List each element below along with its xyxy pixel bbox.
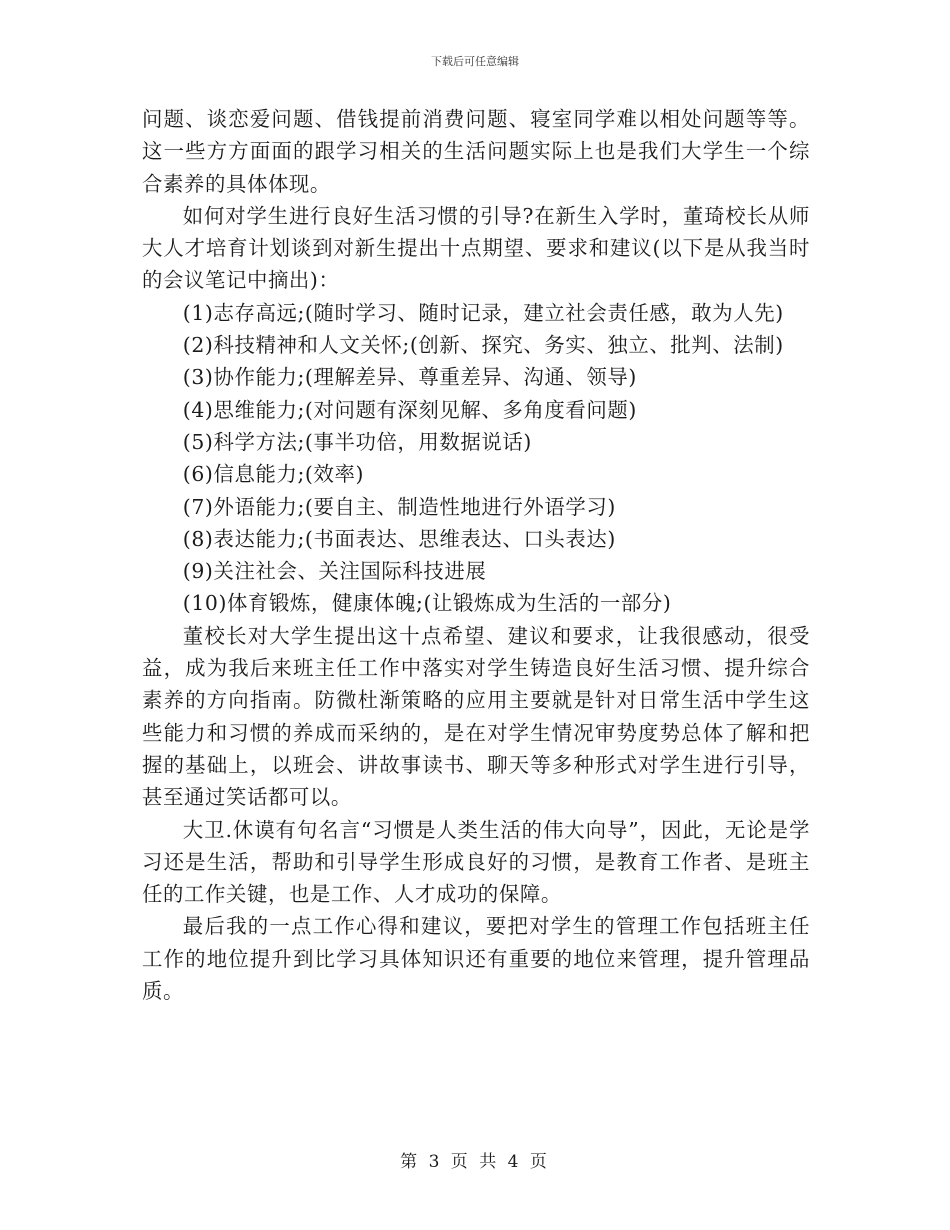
list-item: (6)信息能力;(效率): [182, 462, 365, 487]
list-item: (7)外语能力;(要自主、制造性地进行外语学习): [182, 494, 616, 519]
paragraph-continuation: 问题、谈恋爱问题、借钱提前消费问题、寝室同学难以相处问题等等。这一些方方面面的跟学习相关的生活问题实际上也是我们大学生一个综合素养的具体体现。: [142, 107, 810, 196]
list-item: (1)志存高远;(随时学习、随时记录，建立社会责任感，敢为人先): [182, 300, 784, 325]
list-item: (5)科学方法;(事半功倍，用数据说话): [182, 429, 532, 454]
list-item: (3)协作能力;(理解差异、尊重差异、沟通、领导): [182, 365, 637, 390]
paragraph-guidance-intro: 如何对学生进行良好生活习惯的引导?在新生入学时，董琦校长从师大人才培育计划谈到对新生提出十点期望、要求和建议(以下是从我当时的会议笔记中摘出)：: [142, 203, 810, 293]
paragraph-hume-quote: 大卫.休谟有句名言“习惯是人类生活的伟大向导”，因此，无论是学习还是生活，帮助和引导学生形成良好的习惯，是教育工作者、是班主任的工作关键，也是工作、人才成功的保障。: [142, 817, 810, 907]
paragraph-conclusion: 最后我的一点工作心得和建议，要把对学生的管理工作包括班主任工作的地位提升到比学习具体知识还有重要的地位来管理，提升管理品质。: [142, 914, 810, 1004]
page-header-note: 下载后可任意编辑: [431, 55, 519, 68]
list-item: (9)关注社会、关注国际科技进展: [182, 559, 487, 584]
list-item: (10)体育锻炼，健康体魄;(让锻炼成为生活的一部分): [182, 591, 672, 616]
list-item: (8)表达能力;(书面表达、思维表达、口头表达): [182, 526, 616, 551]
paragraph-reflection: 董校长对大学生提出这十点希望、建议和要求，让我很感动，很受益，成为我后来班主任工作中落实对学生铸造良好生活习惯、提升综合素养的方向指南。防微杜渐策略的应用主要就是针对日常生活中学生这些能力和习惯的养成而采纳的，是在对学生情况审势度势总体了解和把握的基础上，以班会、讲故事读书、聊天等多种形式对学生进行引导，甚至通过笑话都可以。: [142, 623, 810, 810]
list-item: (4)思维能力;(对问题有深刻见解、多角度看问题): [182, 397, 637, 422]
page-number-footer: 第 3 页 共 4 页: [400, 1152, 550, 1172]
list-item: (2)科技精神和人文关怀;(创新、探究、务实、独立、批判、法制): [182, 333, 784, 358]
document-body: [142, 103, 810, 1007]
